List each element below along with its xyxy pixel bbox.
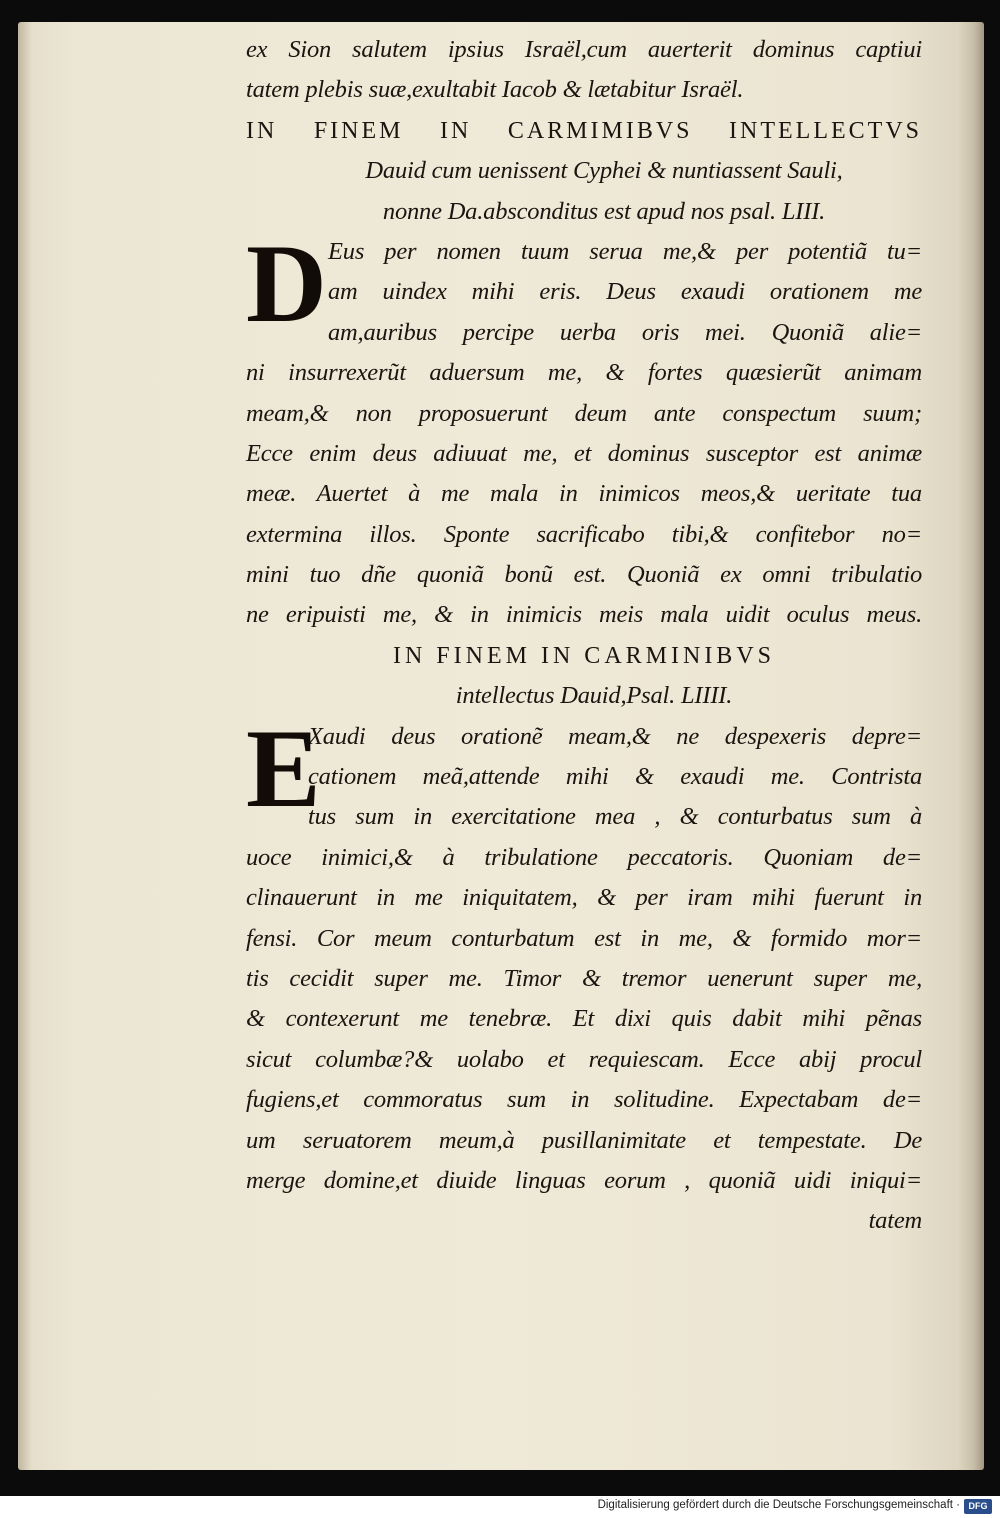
drop-cap-initial: E (246, 706, 321, 831)
psalm-heading: IN FINEM IN CARMINIBVS (392, 642, 775, 669)
text-line: Xaudi deus orationẽ meam,& ne despexeris depre= (308, 722, 922, 750)
text-line: sicut columbæ?& uolabo et requiescam. Ecce abij procul (246, 1045, 922, 1073)
psalm-53-text (246, 221, 922, 636)
text-line: am uindex mihi eris. Deus exaudi orationem me (328, 278, 922, 306)
text-line: extermina illos. Sponte sacrificabo tibi,& confitebor no= (246, 520, 922, 548)
psalm-heading-subtitle: Dauid cum uenissent Cyphei & nuntiassent Sauli, (365, 157, 843, 185)
catchword: tatem (868, 1207, 922, 1235)
text-line: mini tuo dñe quoniã bonũ est. Quoniã ex omni tribulatio (246, 561, 922, 589)
psalm-54-text (246, 706, 922, 1242)
text-line: fugiens,et commoratus sum in solitudine. Expectabam de= (246, 1086, 922, 1114)
text-line: Ecce enim deus adiuuat me, et dominus susceptor est animæ (246, 439, 922, 467)
text-line: ni insurrexerũt aduersum me, & fortes quæsierũt animam (246, 359, 922, 387)
gutter-shadow (18, 22, 32, 1470)
text-line: um seruatorem meum,à pusillanimitate et tempestate. De (246, 1126, 922, 1154)
funding-notice: Digitalisierung gefördert durch die Deutsche Forschungsgemeinschaft · (597, 1499, 960, 1511)
page-text (246, 30, 922, 1242)
dfg-logo-icon: DFG (964, 1499, 992, 1514)
text-line: tus sum in exercitatione mea , & conturbatus sum à (308, 803, 922, 831)
psalm-heading: IN FINEM IN CARMIMIBVS INTELLECTVS (246, 117, 922, 144)
text-line: tis cecidit super me. Timor & tremor uenerunt super me, (246, 964, 922, 992)
text-line: meæ. Auertet à me mala in inimicos meos,& ueritate tua (246, 480, 922, 508)
psalm-heading-subtitle: intellectus Dauid,Psal. LIIII. (455, 682, 733, 710)
drop-cap-initial: D (246, 221, 327, 346)
digitization-footer (0, 1496, 1000, 1518)
text-line: clinauerunt in me iniquitatem, & per iram mihi fuerunt in (246, 884, 922, 912)
text-line: Eus per nomen tuum serua me,& per potentiã tu= (328, 237, 922, 265)
text-line: fensi. Cor meum conturbatum est in me, & formido mor= (246, 924, 922, 952)
text-line: meam,& non proposuerunt deum ante conspectum suum; (246, 399, 922, 427)
page-edge-shadow (958, 22, 984, 1470)
text-line: tatem plebis suæ,exultabit Iacob & lætabitur Israël. (246, 76, 744, 104)
text-line: merge domine,et diuide linguas eorum , quoniã uidi iniqui= (246, 1166, 922, 1194)
text-line: & contexerunt me tenebræ. Et dixi quis dabit mihi pẽnas (246, 1005, 922, 1033)
text-line: am,auribus percipe uerba oris mei. Quoniã alie= (328, 318, 922, 346)
text-line: ex Sion salutem ipsius Israël,cum auerterit dominus captiui (246, 36, 922, 63)
text-line: cationem meã,attende mihi & exaudi me. Contrista (308, 763, 922, 791)
psalm-heading-subtitle: nonne Da.absconditus est apud nos psal. LIII. (382, 197, 826, 225)
text-line: uoce inimici,& à tribulatione peccatoris. Quoniam de= (246, 843, 922, 871)
text-line: ne eripuisti me, & in inimicis meis mala uidit oculus meus. (246, 601, 922, 629)
